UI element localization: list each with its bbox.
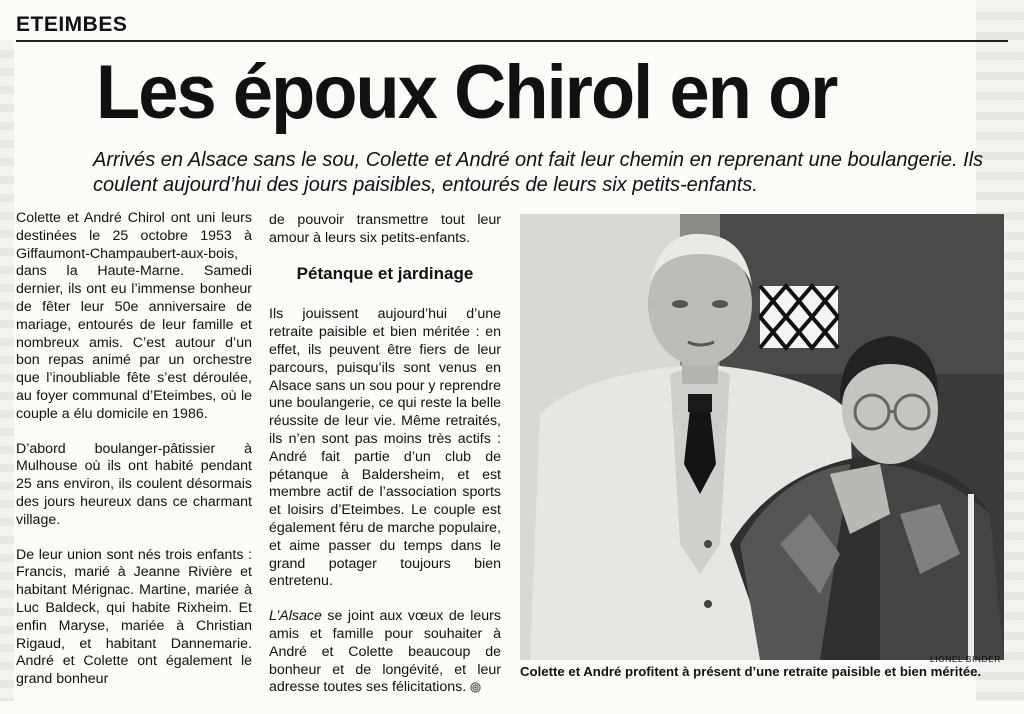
photo-caption: Colette et André profitent à présent d’une retraite paisible et bien méritée. (520, 664, 982, 679)
article-headline: Les époux Chirol en or (96, 50, 837, 135)
subheading: Pétanque et jardinage (296, 263, 474, 283)
couple-photo-illustration (520, 214, 1004, 660)
photo-credit: LIONEL BINDER (930, 654, 1001, 664)
paragraph: Colette et André Chirol ont uni leurs destinées le 25 octobre 1953 à Giffaumont-Champaubert-aux-bois, dans la Haute-Marne. Samedi dernier, ils ont eu l’immense bonheur de fêter leur 50e anniversaire de mariage, entourés de leur famille et nombreux amis. C’est autour d’un bon repas animé par un orchestre que l’inoubliable fête s’est déroulée, au foyer communal d’Eteimbes, où le couple a élu domicile en 1986. (16, 210, 252, 422)
article-column-1 (16, 210, 252, 706)
couple-photo (520, 214, 1004, 660)
rubric-rule (16, 40, 1008, 42)
paragraph (269, 608, 501, 697)
publication-name: L’Alsace (269, 608, 322, 625)
adjacent-page-edge-left (0, 40, 14, 701)
section-rubric: ETEIMBES (16, 13, 128, 36)
paragraph-text: se joint aux vœux de leurs amis et famille pour souhaiter à André et Colette beaucoup de bonheur et de longévité, et leur adresse toutes ses félicitations. (269, 608, 501, 696)
paragraph: Ils jouissent aujourd’hui d’une retraite paisible et bien méritée : en effet, ils peuvent être fiers de leur parcours, puisqu’ils sont venus en Alsace sans un sou pour y reprendre une boulangerie, ce qui reste la belle réussite de leur vie. Même retraités, ils n’en sont pas moins très actifs : André fait partie d’un club de pétanque à Baldersheim, et est membre actif de l’association sports et loisirs d’Eteimbes. Le couple est également féru de marche populaire, et aime passer du temps dans le grand potager toujours bien entretenu. (269, 306, 501, 590)
paragraph: D’abord boulanger-pâtissier à Mulhouse où ils ont habité pendant 25 ans environ, ils coulent désormais des jours heureux dans ce charmant village. (16, 440, 252, 528)
paragraph: De leur union sont nés trois enfants : Francis, marié à Jeanne Rivière et habitant Mérignac. Martine, mariée à Luc Baldeck, qui habite Rixheim. Et enfin Maryse, mariée à Christian Rigaud, et habitant Dannemarie. André et Colette ont également le grand bonheur (16, 546, 252, 688)
article-deck: Arrivés en Alsace sans le sou, Colette et André ont fait leur chemin en reprenant une boulangerie. Ils coulent aujourd’hui des jours paisibles, entourés de leurs six petits-enfants. (93, 149, 984, 196)
article-column-2 (269, 212, 501, 714)
paragraph: de pouvoir transmettre tout leur amour à leurs six petits-enfants. (269, 212, 501, 246)
end-mark-icon (470, 682, 481, 693)
